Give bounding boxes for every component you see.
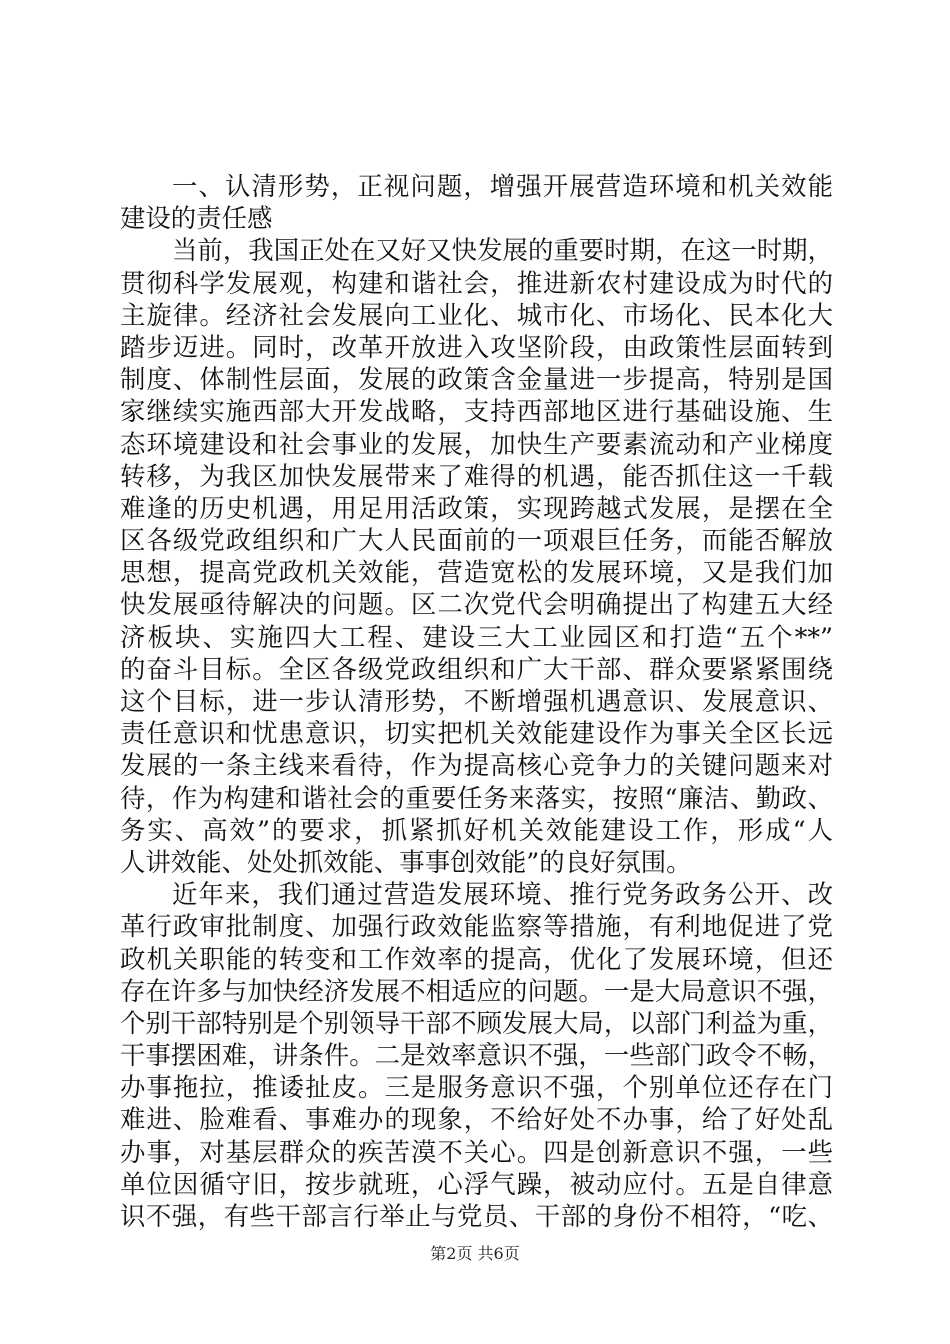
text-line: 的奋斗目标。全区各级党政组织和广大干部、群众要紧紧围绕: [120, 653, 833, 684]
page-footer: 第2页 共6页: [430, 1244, 520, 1263]
text-line: 识不强，有些干部言行举止与党员、干部的身份不相符，“吃、: [120, 1201, 833, 1231]
text-line: 踏步迈进。同时，改革开放进入攻坚阶段，由政策性层面转到: [120, 331, 833, 362]
text-line: 责任意识和忧患意识，切实把机关效能建设作为事关全区长远: [120, 718, 833, 749]
text-line: 干事摆困难，讲条件。二是效率意识不强，一些部门政令不畅，: [120, 1040, 833, 1071]
text-line: 人讲效能、处处抓效能、事事创效能”的良好氛围。: [120, 846, 692, 877]
text-line: 待，作为构建和谐社会的重要任务来落实，按照“廉洁、勤政、: [120, 782, 833, 813]
text-line: 家继续实施西部大开发战略，支持西部地区进行基础设施、生: [120, 396, 833, 427]
document-body: [120, 170, 833, 1232]
text-line: 难进、脸难看、事难办的现象，不给好处不办事，给了好处乱: [120, 1104, 833, 1135]
text-line: 一、认清形势，正视问题，增强开展营造环境和机关效能: [172, 171, 833, 201]
text-line: 主旋律。经济社会发展向工业化、城市化、市场化、民本化大: [120, 299, 833, 330]
text-line: 难逢的历史机遇，用足用活政策，实现跨越式发展，是摆在全: [120, 492, 833, 523]
text-line: 个别干部特别是个别领导干部不顾发展大局，以部门利益为重，: [120, 1007, 833, 1038]
text-line: 这个目标，进一步认清形势，不断增强机遇意识、发展意识、: [120, 686, 833, 716]
text-line: 革行政审批制度、加强行政效能监察等措施，有利地促进了党: [120, 911, 833, 942]
text-line: 思想，提高党政机关效能，营造宽松的发展环境，又是我们加: [120, 557, 833, 588]
text-line: 制度、体制性层面，发展的政策含金量进一步提高，特别是国: [120, 364, 833, 395]
text-line: 近年来，我们通过营造发展环境、推行党务政务公开、改: [172, 879, 833, 910]
text-line: 办事，对基层群众的疾苦漠不关心。四是创新意识不强，一些: [120, 1136, 833, 1167]
text-line: 政机关职能的转变和工作效率的提高，优化了发展环境，但还: [120, 943, 833, 974]
text-line: 贯彻科学发展观，构建和谐社会，推进新农村建设成为时代的: [120, 267, 833, 298]
text-line: 务实、高效”的要求，抓紧抓好机关效能建设工作，形成“人: [120, 814, 833, 845]
text-line: 区各级党政组织和广大人民面前的一项艰巨任务，而能否解放: [120, 525, 833, 556]
text-line: 建设的责任感: [120, 203, 273, 234]
text-line: 态环境建设和社会事业的发展，加快生产要素流动和产业梯度: [120, 428, 833, 459]
text-line: 办事拖拉，推诿扯皮。三是服务意识不强，个别单位还存在门: [120, 1072, 833, 1103]
text-line: 存在许多与加快经济发展不相适应的问题。一是大局意识不强，: [120, 975, 833, 1006]
text-line: 转移，为我区加快发展带来了难得的机遇，能否抓住这一千载: [120, 460, 833, 491]
text-line: 济板块、实施四大工程、建设三大工业园区和打造“五个**”: [120, 621, 833, 652]
text-line: 快发展亟待解决的问题。区二次党代会明确提出了构建五大经: [120, 589, 833, 620]
text-line: 单位因循守旧，按步就班，心浮气躁，被动应付。五是自律意: [120, 1168, 833, 1199]
text-line: 发展的一条主线来看待，作为提高核心竞争力的关键问题来对: [120, 750, 833, 781]
text-line: 当前，我国正处在又好又快发展的重要时期，在这一时期，: [172, 235, 833, 266]
